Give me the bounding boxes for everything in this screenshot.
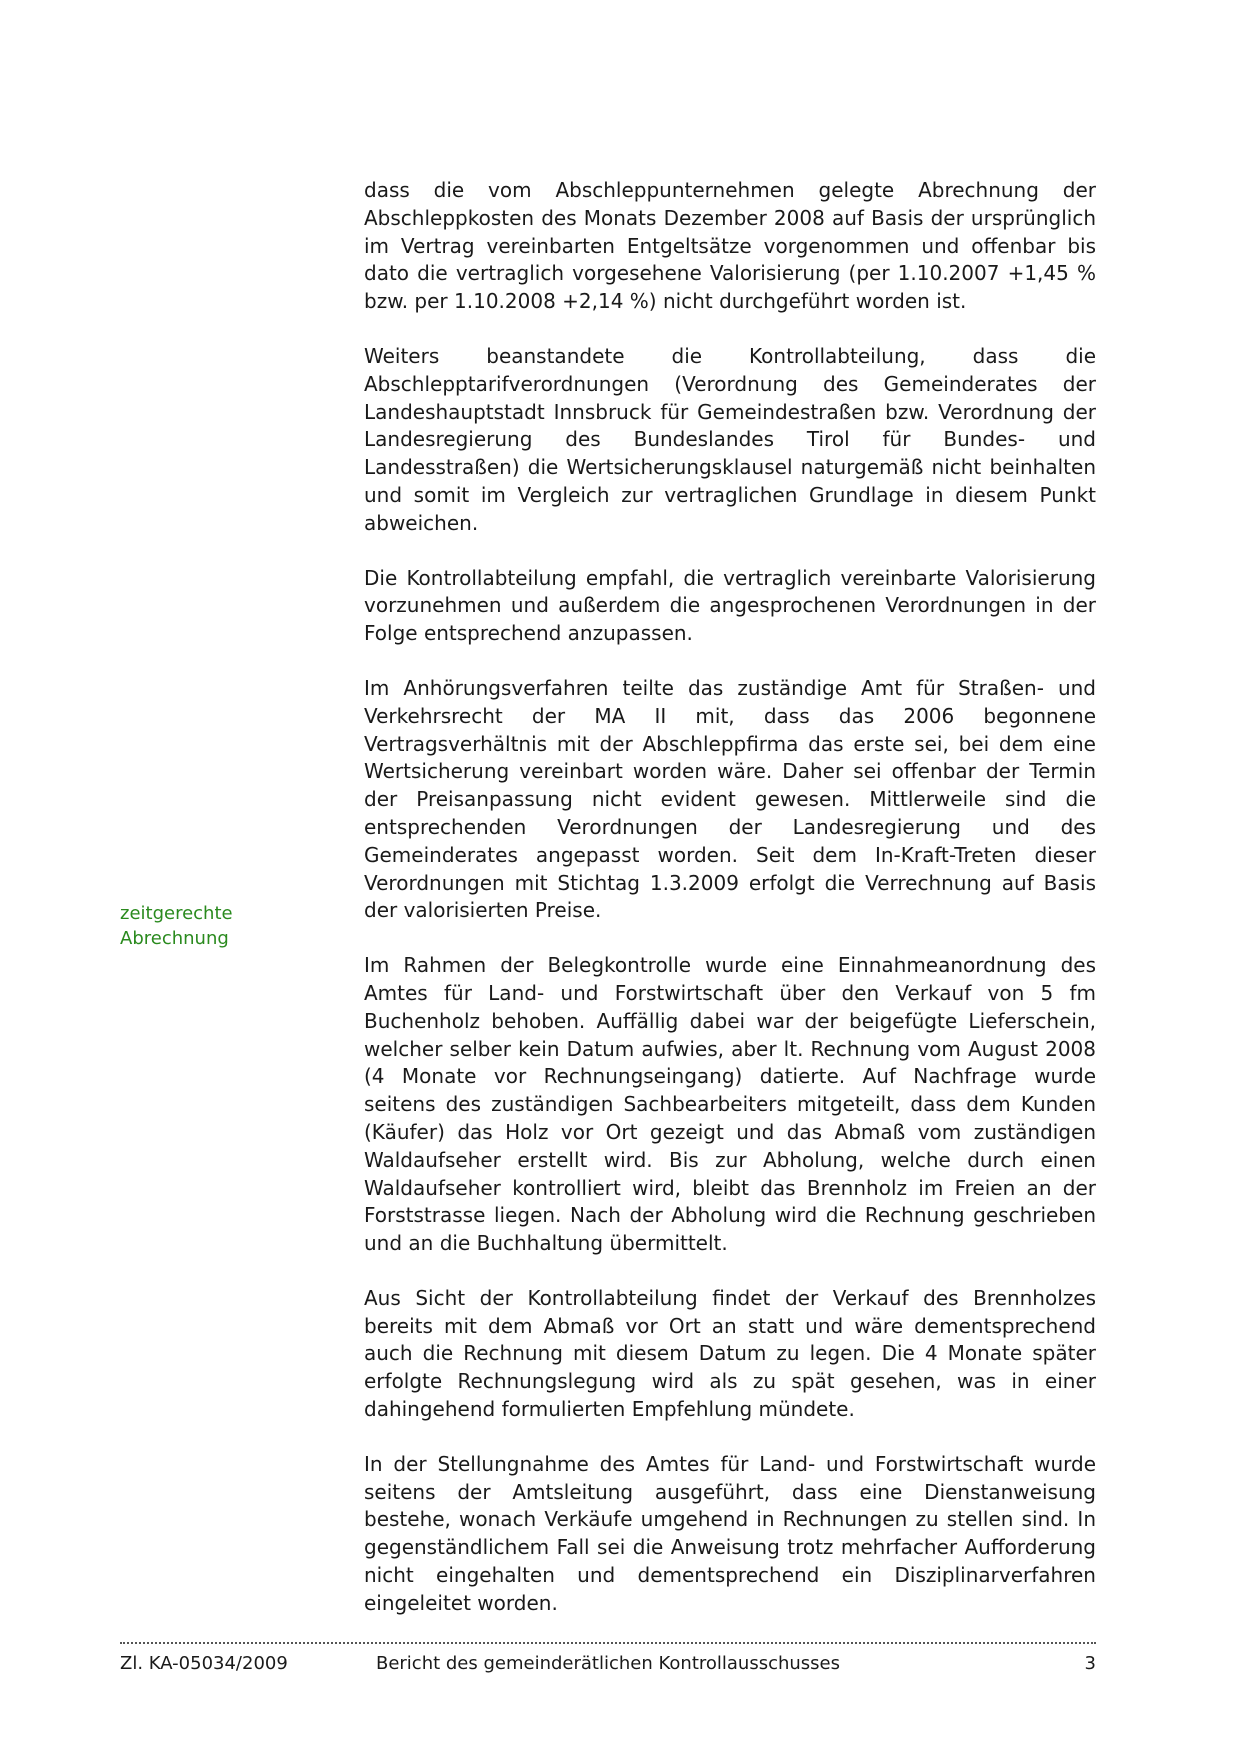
footer-report-title: Bericht des gemeinderätlichen Kontrollausschusses	[375, 1653, 841, 1674]
paragraph-anhoerungsverfahren: Im Anhörungsverfahren teilte das zuständige Amt für Straßen- und Verkehrsrecht der MA II mit, dass das 2006 begonnene Vertragsverhältnis mit der Abschleppfirma das erste sei, bei dem eine Wertsicherung vereinbart worden wäre. Daher sei offenbar der Termin der Preisanpassung nicht evident gewesen. Mittlerweile sind die entsprechenden Verordnungen der Landesregierung und des Gemeinderates angepasst worden. Seit dem In-Kraft-Treten dieser Verordnungen mit Stichtag 1.3.2009 erfolgt die Verrechnung auf Basis der valorisierten Preise.	[364, 675, 1096, 923]
footer-page-number: 3	[1084, 1653, 1096, 1674]
margin-note-line-2: Abrechnung	[120, 928, 229, 949]
paragraph-sicht-kontrollabteilung: Aus Sicht der Kontrollabteilung findet der Verkauf des Brennholzes bereits mit dem Abmaß vor Ort an statt und wäre dementsprechend auch die Rechnung mit diesem Datum zu legen. Die 4 Monate später erfolgte Rechnungslegung wird als zu spät gesehen, was in einer dahingehend formulierten Empfehlung mündete.	[364, 1285, 1096, 1422]
paragraph-abschlepptarifverordnungen: Weiters beanstandete die Kontrollabteilung, dass die Abschlepptarifverordnungen (Verordnung des Gemeinderates der Landeshauptstadt Innsbruck für Gemeindestraßen bzw. Verordnung der Landesregierung des Bundeslandes Tirol für Bundes- und Landesstraßen) die Wertsicherungsklausel naturgemäß nicht beinhalten und somit im Vergleich zur vertraglichen Grundlage in diesem Punkt abweichen.	[364, 343, 1096, 535]
paragraph-empfehlung-valorisierung: Die Kontrollabteilung empfahl, die vertraglich vereinbarte Valorisierung vorzunehmen und außerdem die angesprochenen Verordnungen in der Folge entsprechend anzupassen.	[364, 565, 1096, 646]
paragraph-stellungnahme: In der Stellungnahme des Amtes für Land- und Forstwirtschaft wurde seitens der Amtsleitung ausgeführt, dass eine Dienstanweisung bestehe, wonach Verkäufe umgehend in Rechnungen zu stellen sind. In gegenständlichem Fall sei die Anweisung trotz mehrfacher Aufforderung nicht eingehalten und dementsprechend ein Disziplinarverfahren eingeleitet worden.	[364, 1451, 1096, 1615]
footer-reference-number: Zl. KA-05034/2009	[120, 1653, 288, 1674]
footer-divider	[120, 1642, 1096, 1644]
margin-note-line-1: zeitgerechte	[120, 903, 233, 924]
margin-note-heading	[120, 901, 320, 951]
paragraph-valorisierung: dass die vom Abschleppunternehmen gelegte Abrechnung der Abschleppkosten des Monats Dezember 2008 auf Basis der ursprünglich im Vertrag vereinbarten Entgeltsätze vorgenommen und offenbar bis dato die vertraglich vorgesehene Valorisierung (per 1.10.2007 +1,45 % bzw. per 1.10.2008 +2,14 %) nicht durchgeführt worden ist.	[364, 178, 1096, 314]
paragraph-belegkontrolle: Im Rahmen der Belegkontrolle wurde eine Einnahmeanordnung des Amtes für Land- und Forstwirtschaft über den Verkauf von 5 fm Buchenholz behoben. Auffällig dabei war der beigefügte Lieferschein, welcher selber kein Datum aufwies, aber lt. Rechnung vom August 2008 (4 Monate vor Rechnungseingang) datierte. Auf Nachfrage wurde seitens des zuständigen Sachbearbeiters mitgeteilt, dass dem Kunden (Käufer) das Holz vor Ort gezeigt und das Abmaß vom zuständigen Waldaufseher erstellt wird. Bis zur Abholung, welche durch einen Waldaufseher kontrolliert wird, bleibt das Brennholz im Freien an der Forststrasse liegen. Nach der Abholung wird die Rechnung geschrieben und an die Buchhaltung übermittelt.	[364, 953, 1096, 1256]
main-text-column	[364, 177, 1096, 1645]
